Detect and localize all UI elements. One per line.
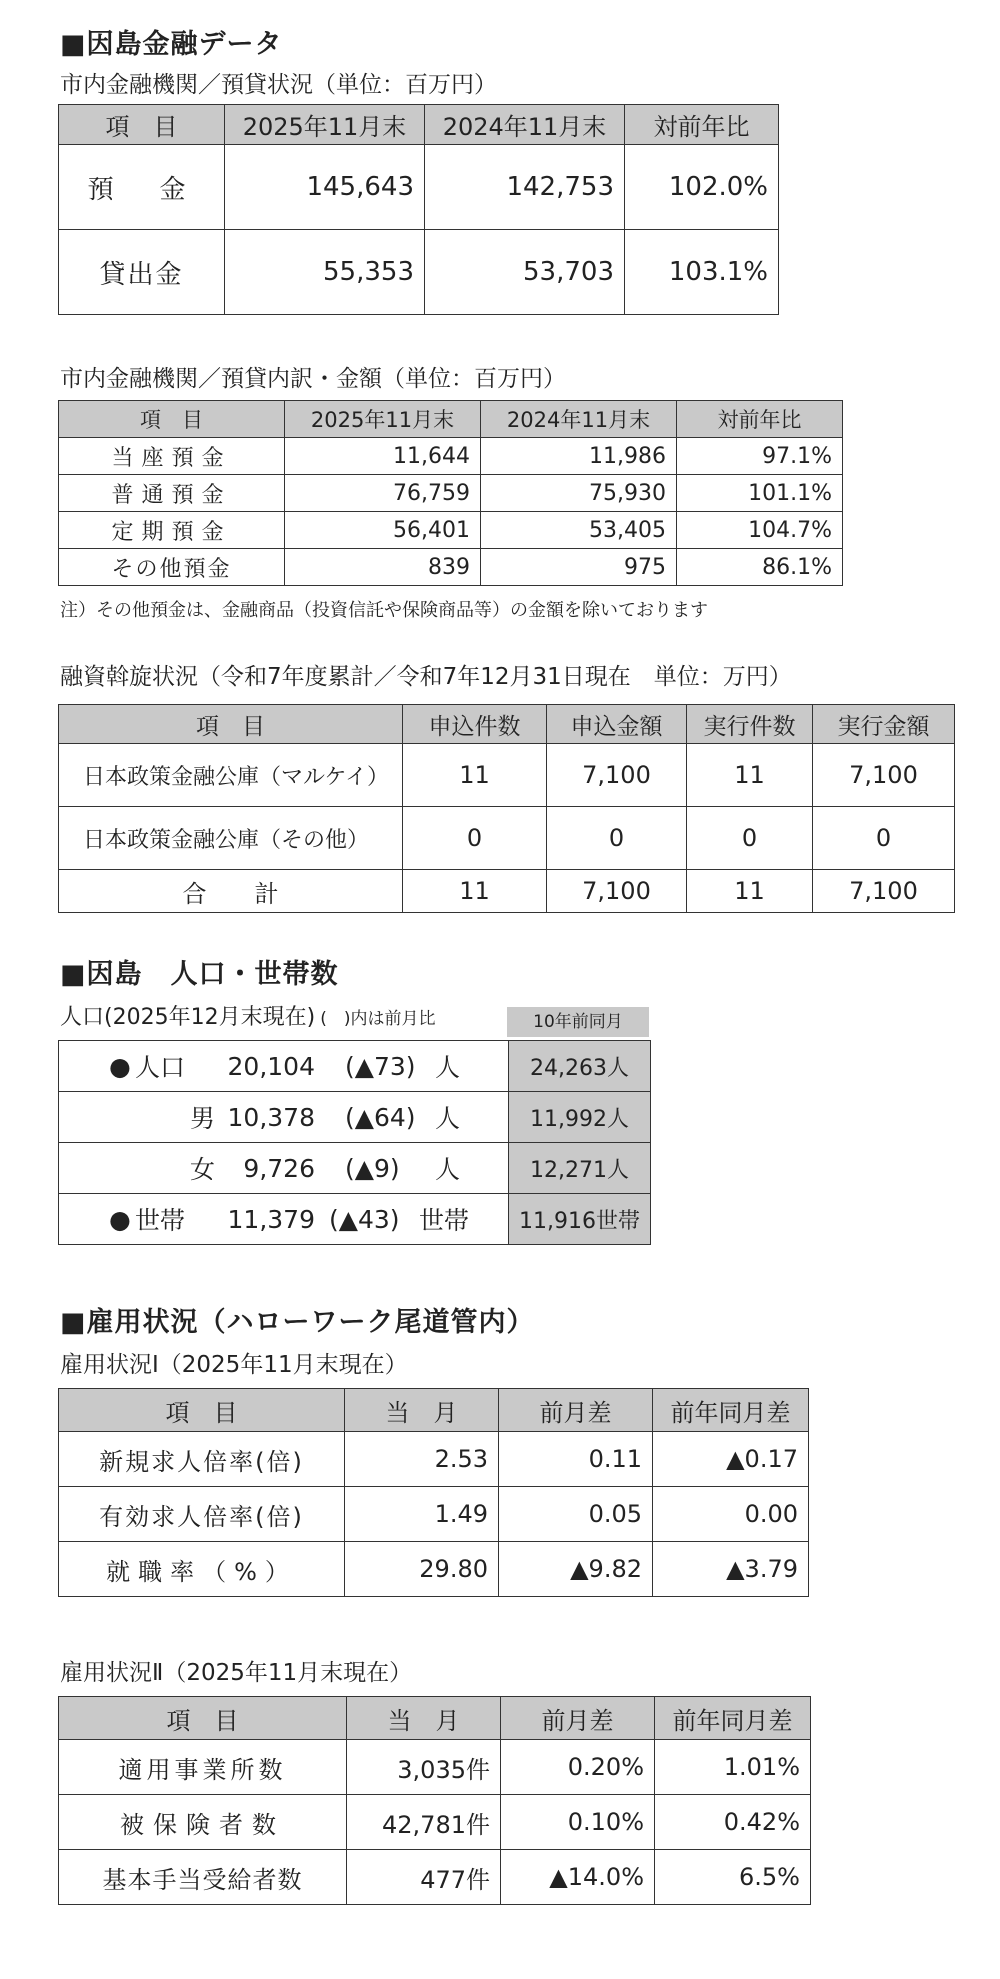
row-label: 預 金: [59, 145, 225, 230]
column-header: 2024年11月末: [425, 105, 625, 145]
table-row: [59, 807, 955, 870]
column-header: 対前年比: [625, 105, 779, 145]
table-cell: 76,759: [285, 475, 481, 512]
table-cell: 0.42%: [655, 1795, 811, 1850]
table-row: [59, 870, 955, 913]
ten-years-value: 11,992人: [509, 1092, 651, 1143]
column-header: 申込金額: [547, 705, 687, 744]
deposits-loans-table: [58, 104, 779, 315]
table-row: [59, 1041, 651, 1092]
loan-mediation-subtitle: 融資斡旋状況（令和7年度累計／令和7年12月31日現在 単位：万円）: [60, 664, 792, 690]
table-cell: 3,035件: [347, 1740, 501, 1795]
table-cell: 11: [687, 744, 813, 807]
population-row: [59, 1194, 509, 1245]
row-unit: 世帯: [419, 1206, 470, 1235]
population-subtitle-note: ( )内は前月比: [320, 1009, 436, 1029]
table-cell: 103.1%: [625, 230, 779, 315]
table-cell: ▲14.0%: [501, 1850, 655, 1905]
population-row: [59, 1092, 509, 1143]
ten-years-header: 10年前同月: [507, 1007, 649, 1037]
table-cell: 104.7%: [677, 512, 843, 549]
column-header: 前年同月差: [655, 1697, 811, 1740]
table-cell: ▲0.17: [653, 1432, 809, 1487]
table-cell: 11: [403, 744, 547, 807]
row-value: 20,104: [227, 1051, 315, 1081]
table-cell: 11: [403, 870, 547, 913]
row-label: その他預金: [59, 549, 285, 586]
ten-years-value: 12,271人: [509, 1143, 651, 1194]
column-header: 前年同月差: [653, 1389, 809, 1432]
table-cell: 477件: [347, 1850, 501, 1905]
table-row: [59, 230, 779, 315]
table-cell: 0.05: [499, 1487, 653, 1542]
column-header: 2024年11月末: [481, 401, 677, 438]
table-cell: 86.1%: [677, 549, 843, 586]
table-header-row: [59, 705, 955, 744]
row-label: 人口: [135, 1053, 186, 1082]
column-header: 項 目: [59, 1697, 347, 1740]
row-change: (▲9): [345, 1153, 400, 1183]
column-header: 実行件数: [687, 705, 813, 744]
table-cell: 0.10%: [501, 1795, 655, 1850]
column-header: 当 月: [347, 1697, 501, 1740]
row-label: 新規求人倍率(倍): [59, 1432, 345, 1487]
table-cell: 53,405: [481, 512, 677, 549]
table-cell: 7,100: [547, 744, 687, 807]
table-row: [59, 475, 843, 512]
table-row: [59, 1795, 811, 1850]
table-cell: 1.49: [345, 1487, 499, 1542]
population-section-title: ■因島 人口・世帯数: [60, 959, 339, 990]
loan-mediation-table: [58, 704, 955, 913]
table-row: [59, 1143, 651, 1194]
row-label: 基本手当受給者数: [59, 1850, 347, 1905]
column-header: 2025年11月末: [225, 105, 425, 145]
table-cell: 11,644: [285, 438, 481, 475]
breakdown-subtitle: 市内金融機関／預貸内訳・金額（単位：百万円）: [60, 366, 566, 392]
row-label: 日本政策金融公庫（その他）: [59, 807, 403, 870]
row-unit: 人: [435, 1104, 461, 1133]
table-row: [59, 145, 779, 230]
table-cell: ▲3.79: [653, 1542, 809, 1597]
table-row: [59, 1432, 809, 1487]
table-row: [59, 1487, 809, 1542]
table-cell: 0: [403, 807, 547, 870]
table-cell: 1.01%: [655, 1740, 811, 1795]
column-header: 前月差: [501, 1697, 655, 1740]
column-header: 2025年11月末: [285, 401, 481, 438]
employment-status2-subtitle: 雇用状況Ⅱ（2025年11月末現在）: [60, 1660, 413, 1686]
employment-status1-subtitle: 雇用状況Ⅰ（2025年11月末現在）: [60, 1352, 408, 1378]
row-label: 被保険者数: [59, 1795, 347, 1850]
row-label: 有効求人倍率(倍): [59, 1487, 345, 1542]
table-cell: 11,986: [481, 438, 677, 475]
table-cell: 7,100: [813, 870, 955, 913]
table-cell: 56,401: [285, 512, 481, 549]
row-label: 当座預金: [59, 438, 285, 475]
table-cell: 97.1%: [677, 438, 843, 475]
row-value: 11,379: [227, 1204, 315, 1234]
table-header-row: [59, 401, 843, 438]
ten-years-value: 24,263人: [509, 1041, 651, 1092]
row-label: 就職率（%）: [59, 1542, 345, 1597]
row-label: 普通預金: [59, 475, 285, 512]
population-row: [59, 1143, 509, 1194]
table-row: [59, 1092, 651, 1143]
column-header: 当 月: [345, 1389, 499, 1432]
column-header: 項 目: [59, 1389, 345, 1432]
table-header-row: [59, 1389, 809, 1432]
table-cell: 0: [687, 807, 813, 870]
table-row: [59, 549, 843, 586]
row-label: 適用事業所数: [59, 1740, 347, 1795]
deposits-loans-subtitle: 市内金融機関／預貸状況（単位：百万円）: [60, 72, 497, 98]
employment-section-title: ■雇用状況（ハローワーク尾道管内）: [60, 1307, 535, 1338]
table-cell: 101.1%: [677, 475, 843, 512]
table-row: [59, 512, 843, 549]
table-row: [59, 744, 955, 807]
column-header: 対前年比: [677, 401, 843, 438]
population-row: [59, 1041, 509, 1092]
table-cell: 975: [481, 549, 677, 586]
table-cell: 7,100: [547, 870, 687, 913]
row-label: 日本政策金融公庫（マルケイ）: [59, 744, 403, 807]
table-cell: 2.53: [345, 1432, 499, 1487]
column-header: 申込件数: [403, 705, 547, 744]
table-cell: 839: [285, 549, 481, 586]
table-cell: ▲9.82: [499, 1542, 653, 1597]
table-row: [59, 1194, 651, 1245]
row-label: 定期預金: [59, 512, 285, 549]
row-change: (▲64): [345, 1102, 416, 1132]
table-cell: 102.0%: [625, 145, 779, 230]
population-subtitle: [60, 1000, 436, 1031]
finance-section-title: ■因島金融データ: [60, 29, 283, 60]
table-cell: 145,643: [225, 145, 425, 230]
table-cell: 7,100: [813, 744, 955, 807]
breakdown-table: [58, 400, 843, 586]
table-cell: 0.11: [499, 1432, 653, 1487]
table-row: [59, 1740, 811, 1795]
row-label: 貸出金: [59, 230, 225, 315]
table-cell: 0: [547, 807, 687, 870]
row-change: (▲73): [345, 1051, 416, 1081]
row-change: (▲43): [329, 1204, 400, 1234]
row-label: 女: [189, 1155, 215, 1184]
table-row: [59, 1850, 811, 1905]
table-cell: 75,930: [481, 475, 677, 512]
bullet-mark: ●: [109, 1051, 131, 1081]
table-cell: 11: [687, 870, 813, 913]
table-cell: 0: [813, 807, 955, 870]
breakdown-note: 注）その他預金は、金融商品（投資信託や保険商品等）の金額を除いております: [60, 600, 708, 621]
row-label: 世帯: [135, 1206, 186, 1235]
table-cell: 0.20%: [501, 1740, 655, 1795]
row-unit: 人: [435, 1053, 461, 1082]
row-label: 合 計: [59, 870, 403, 913]
population-subtitle-text: 人口(2025年12月末現在): [60, 1005, 316, 1030]
table-header-row: [59, 105, 779, 145]
table-cell: 0.00: [653, 1487, 809, 1542]
row-label: 男: [189, 1104, 215, 1133]
table-cell: 29.80: [345, 1542, 499, 1597]
employment-status2-table: [58, 1696, 811, 1905]
table-header-row: [59, 1697, 811, 1740]
row-value: 9,726: [243, 1153, 315, 1183]
column-header: 項 目: [59, 401, 285, 438]
table-cell: 53,703: [425, 230, 625, 315]
row-unit: 人: [435, 1155, 461, 1184]
column-header: 項 目: [59, 705, 403, 744]
table-row: [59, 438, 843, 475]
bullet-mark: ●: [109, 1204, 131, 1234]
table-cell: 42,781件: [347, 1795, 501, 1850]
ten-years-value: 11,916世帯: [509, 1194, 651, 1245]
table-cell: 55,353: [225, 230, 425, 315]
column-header: 前月差: [499, 1389, 653, 1432]
employment-status1-table: [58, 1388, 809, 1597]
population-table: [58, 1040, 651, 1245]
table-cell: 6.5%: [655, 1850, 811, 1905]
table-cell: 142,753: [425, 145, 625, 230]
column-header: 実行金額: [813, 705, 955, 744]
row-value: 10,378: [227, 1102, 315, 1132]
table-row: [59, 1542, 809, 1597]
column-header: 項 目: [59, 105, 225, 145]
